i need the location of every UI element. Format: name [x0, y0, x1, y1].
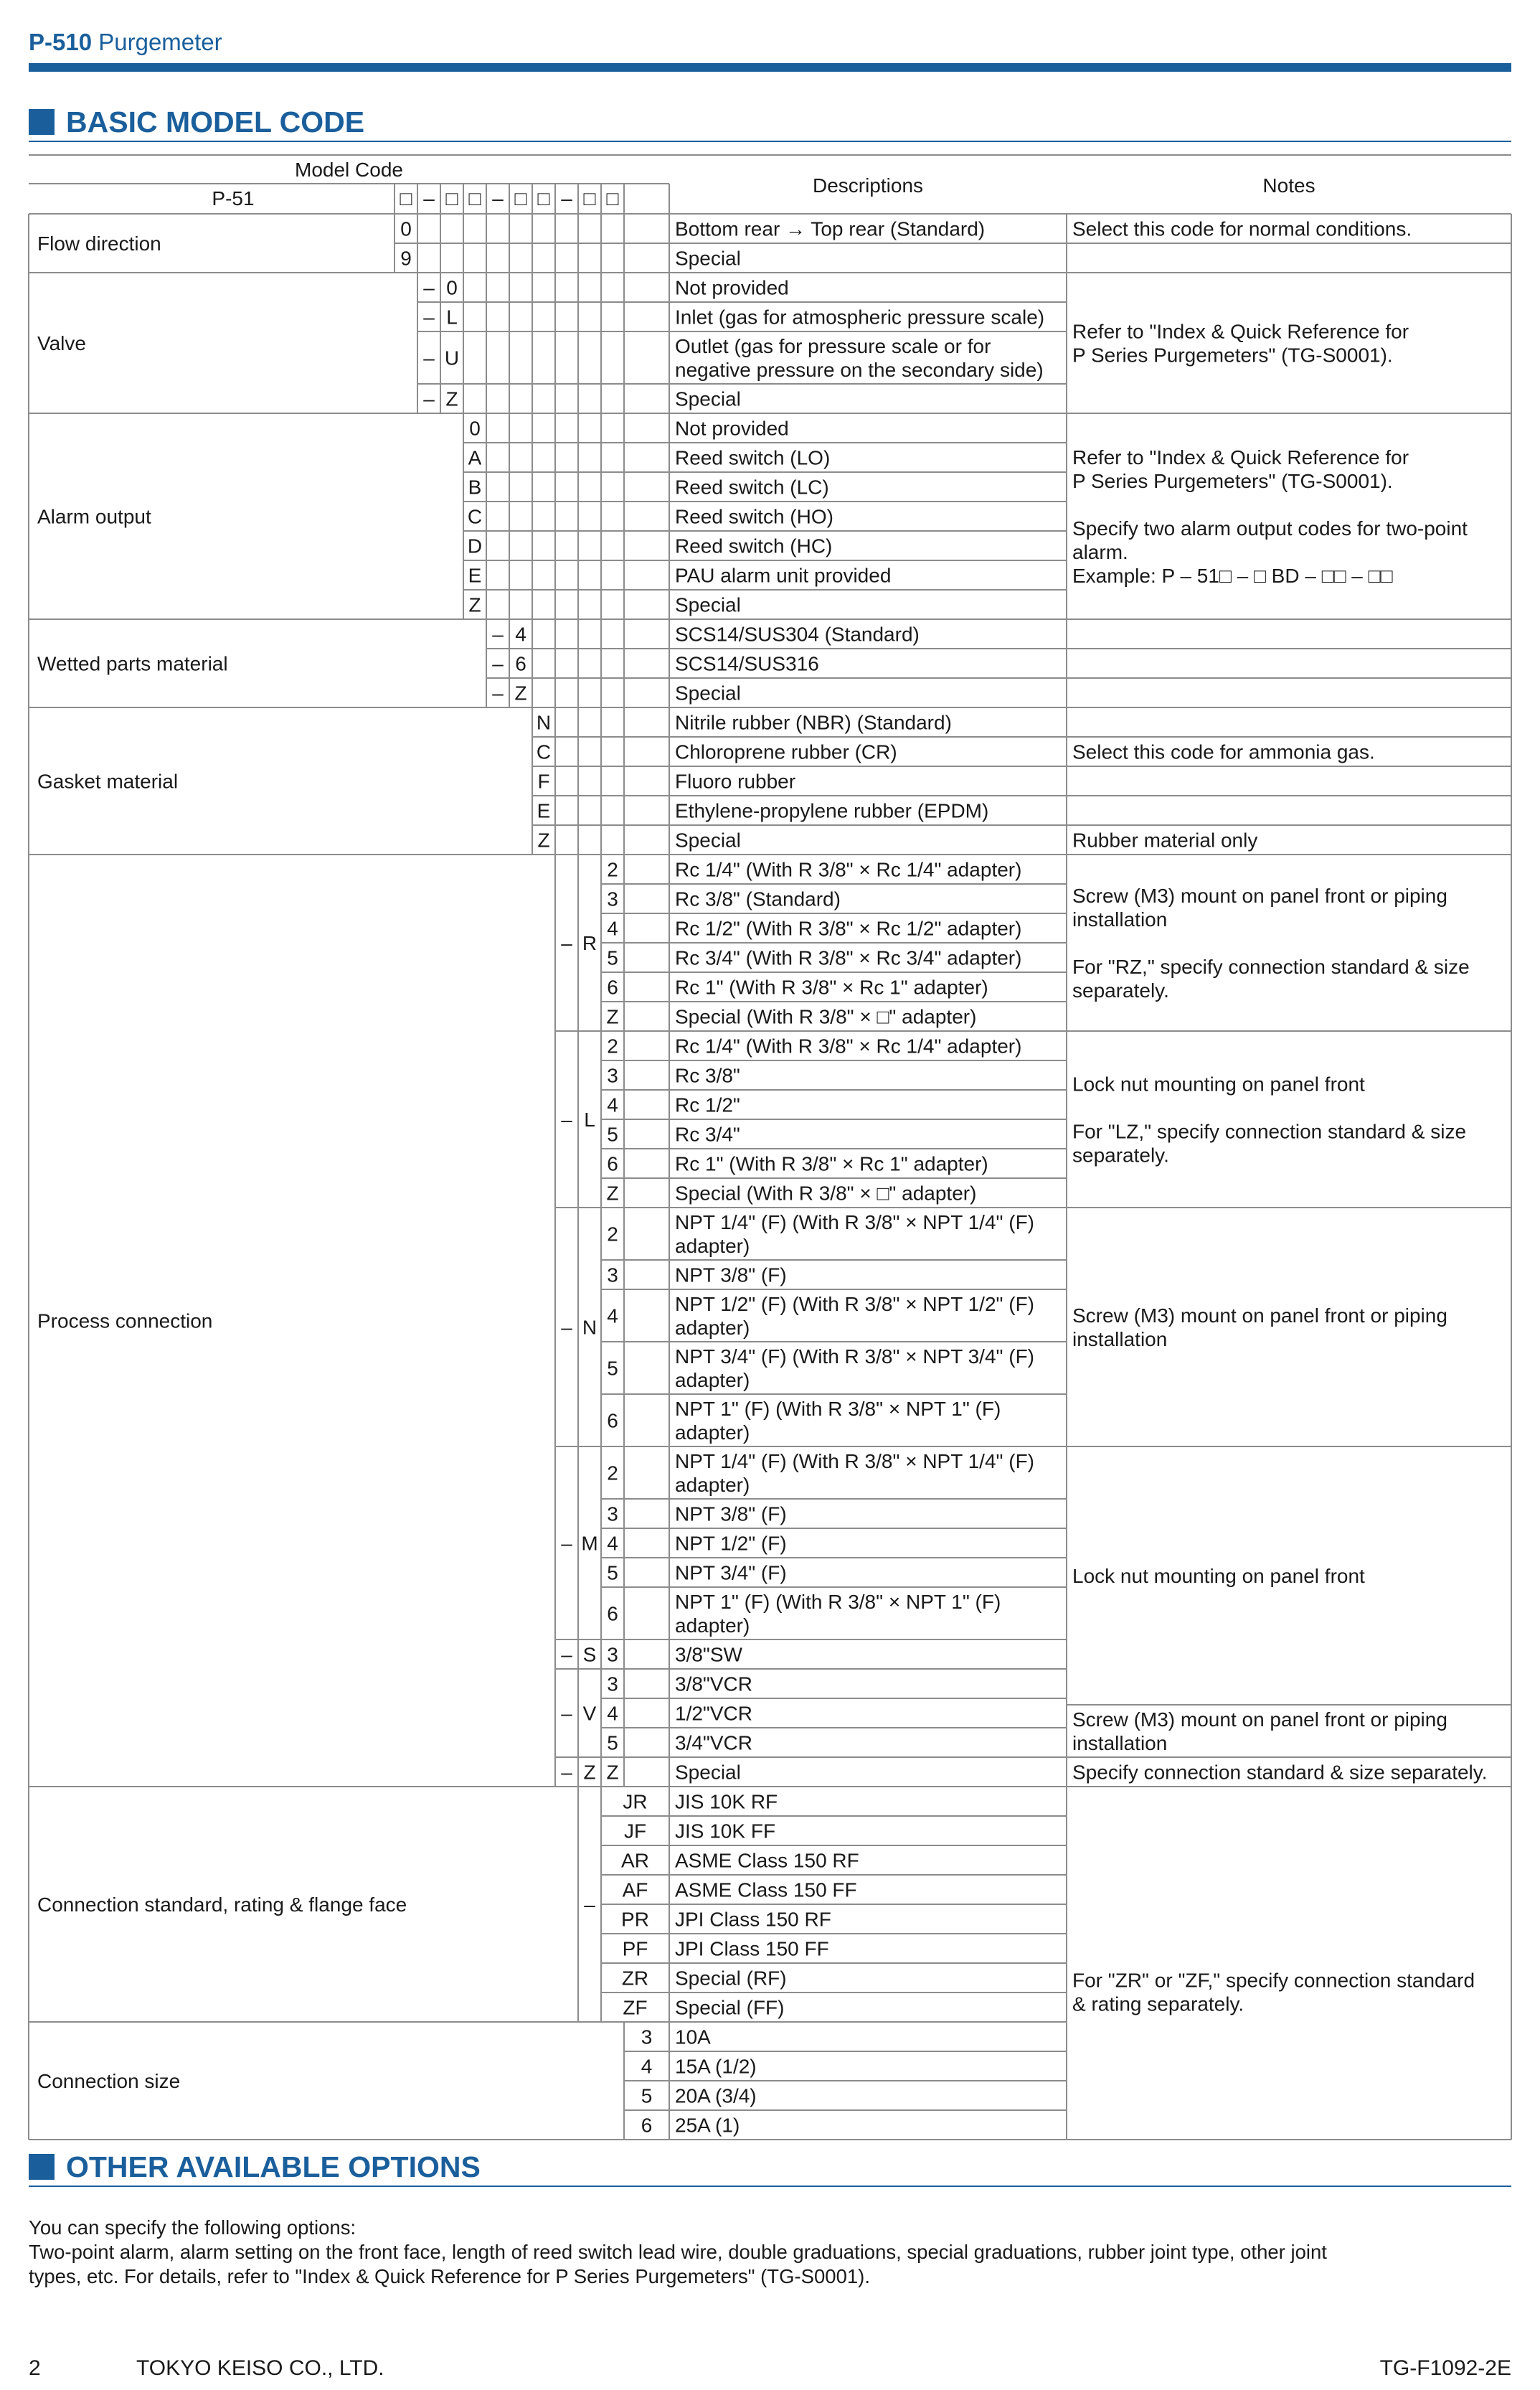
description-text: Special (RF)	[675, 1967, 787, 1990]
description-text: 25A (1)	[675, 2114, 740, 2137]
code-dash: –	[492, 623, 504, 646]
code-char: 6	[607, 976, 618, 999]
note-text: For "LZ," specify connection standard & size	[1072, 1120, 1467, 1143]
code-char: 6	[607, 1152, 618, 1175]
heading-square-icon	[29, 2154, 55, 2180]
code-char: 4	[607, 1093, 618, 1116]
code-char: 4	[607, 917, 618, 940]
code-pattern-box: □	[445, 187, 458, 210]
code-pattern-box: □	[606, 187, 619, 210]
code-dash: –	[561, 1109, 572, 1131]
description-text: adapter)	[675, 1421, 750, 1444]
description-text: ASME Class 150 FF	[675, 1878, 857, 1901]
description-text: Special (FF)	[675, 1996, 785, 2019]
description-text: Rc 1" (With R 3/8" × Rc 1" adapter)	[675, 976, 988, 999]
options-list-line-1: Two-point alarm, alarm setting on the front face, length of reed switch lead wire, double graduations, special graduations, rubber joint type, other joint	[29, 2241, 1327, 2263]
code-char: JF	[623, 1820, 647, 1843]
description-text: Rc 1/2"	[675, 1093, 740, 1116]
note-text: installation	[1072, 908, 1168, 931]
description-text: Special	[675, 593, 741, 616]
description-text: adapter)	[675, 1317, 750, 1339]
code-dash: –	[561, 1702, 572, 1725]
code-char: 9	[400, 247, 412, 270]
code-char: M	[581, 1532, 598, 1555]
description-text: NPT 3/4" (F)	[675, 1561, 787, 1584]
code-char: 3	[641, 2026, 653, 2048]
description-text: Reed switch (HO)	[675, 505, 833, 528]
description-text: Not provided	[675, 417, 789, 440]
description-text: JIS 10K FF	[675, 1820, 776, 1843]
description-text: NPT 1" (F) (With R 3/8" × NPT 1" (F)	[675, 1591, 1001, 1613]
note-text: Screw (M3) mount on panel front or piping	[1072, 1708, 1447, 1731]
code-dash: –	[561, 1643, 572, 1666]
description-text: Reed switch (HC)	[675, 535, 833, 557]
page-number: 2	[29, 2356, 41, 2380]
code-dash: –	[423, 387, 435, 410]
description-text: adapter)	[675, 1369, 750, 1391]
description-text: Ethylene-propylene rubber (EPDM)	[675, 799, 989, 822]
code-char: 0	[446, 276, 458, 299]
code-char: 5	[607, 1561, 618, 1584]
note-text: separately.	[1072, 1144, 1169, 1167]
description-text: NPT 3/8" (F)	[675, 1502, 787, 1525]
options-intro: You can specify the following options:	[29, 2216, 356, 2239]
description-text: Rc 1" (With R 3/8" × Rc 1" adapter)	[675, 1152, 988, 1175]
description-text: NPT 1/4" (F) (With R 3/8" × NPT 1/4" (F)	[675, 1450, 1034, 1472]
code-char: 4	[607, 1304, 618, 1327]
description-text: adapter)	[675, 1474, 750, 1496]
description-text: Special	[675, 682, 741, 705]
code-char: JR	[623, 1790, 648, 1813]
description-text: ASME Class 150 RF	[675, 1849, 859, 1872]
note-text: For "RZ," specify connection standard & size	[1072, 956, 1470, 978]
code-char: 3	[607, 1064, 618, 1087]
description-text: Not provided	[675, 276, 789, 299]
note-text: installation	[1072, 1732, 1168, 1754]
code-char: 2	[607, 1462, 618, 1485]
description-text: Rc 3/8" (Standard)	[675, 888, 841, 911]
code-char: 3	[607, 1264, 618, 1286]
description-text: JPI Class 150 FF	[675, 1937, 829, 1960]
descriptions-header: Descriptions	[812, 174, 924, 197]
note-text: alarm.	[1072, 541, 1128, 563]
code-char: 0	[400, 217, 412, 240]
section-label: Valve	[37, 332, 86, 354]
code-char: F	[537, 770, 550, 793]
code-char: L	[584, 1109, 595, 1131]
note-text: Refer to "Index & Quick Reference for	[1072, 320, 1409, 343]
code-char: U	[444, 347, 460, 370]
description-text: Rc 1/4" (With R 3/8" × Rc 1/4" adapter)	[675, 1035, 1022, 1058]
code-char: 5	[607, 1357, 618, 1380]
note-text: Specify two alarm output codes for two-point	[1072, 517, 1468, 540]
description-text: NPT 3/8" (F)	[675, 1264, 787, 1286]
code-char: B	[468, 476, 482, 499]
description-text: Rc 1/2" (With R 3/8" × Rc 1/2" adapter)	[675, 917, 1022, 940]
code-char: 4	[607, 1532, 618, 1555]
description-text: Special	[675, 247, 741, 270]
description-text: Special	[675, 1761, 741, 1784]
code-pattern-box: □	[583, 187, 596, 210]
code-char: 4	[641, 2055, 653, 2078]
code-char: AF	[622, 1878, 648, 1901]
options-list-line-2: types, etc. For details, refer to "Index & Quick Reference for P Series Purgemeters" (TG-S0001).	[29, 2265, 870, 2287]
code-char: 5	[607, 946, 618, 969]
code-char: 4	[515, 623, 526, 646]
description-text: SCS14/SUS316	[675, 652, 819, 675]
code-pattern-box: □	[468, 187, 481, 210]
company-name: TOKYO KEISO CO., LTD.	[136, 2356, 384, 2380]
code-char: 6	[607, 1409, 618, 1432]
code-dash: –	[423, 347, 435, 370]
description-text: Special	[675, 829, 741, 852]
section-label: Alarm output	[37, 505, 151, 528]
description-text: Chloroprene rubber (CR)	[675, 740, 897, 763]
note-text: Specify connection standard & size separately.	[1072, 1761, 1488, 1784]
description-text: adapter)	[675, 1614, 750, 1637]
description-text: Inlet (gas for atmospheric pressure scale)	[675, 306, 1045, 329]
code-char: E	[537, 799, 551, 822]
description-text: Outlet (gas for pressure scale or for	[675, 335, 991, 357]
note-text: Lock nut mounting on panel front	[1072, 1565, 1365, 1587]
model-prefix: P-51	[212, 187, 255, 210]
code-dash: –	[423, 276, 435, 299]
code-char: Z	[537, 829, 550, 852]
description-text: PAU alarm unit provided	[675, 564, 892, 587]
code-pattern-box: –	[492, 187, 504, 210]
description-text: Bottom rear → Top rear (Standard)	[675, 217, 986, 240]
note-text: Screw (M3) mount on panel front or piping	[1072, 885, 1447, 907]
code-char: 6	[641, 2114, 653, 2137]
code-char: 3	[607, 1502, 618, 1525]
other-options-title: OTHER AVAILABLE OPTIONS	[66, 2150, 481, 2183]
description-text: Nitrile rubber (NBR) (Standard)	[675, 711, 952, 734]
code-char: ZF	[623, 1996, 648, 2019]
description-text: 3/8"SW	[675, 1643, 742, 1666]
description-text: NPT 1/2" (F) (With R 3/8" × NPT 1/2" (F)	[675, 1293, 1034, 1315]
document-id: TG-F1092-2E	[1379, 2356, 1511, 2380]
code-char: 5	[607, 1731, 618, 1754]
note-text: Refer to "Index & Quick Reference for	[1072, 446, 1409, 469]
code-dash: –	[561, 932, 572, 954]
code-char: R	[582, 932, 597, 954]
code-char: 2	[607, 1035, 618, 1058]
code-char: PR	[621, 1908, 649, 1931]
code-dash: –	[561, 1532, 572, 1555]
code-char: L	[446, 306, 458, 329]
code-char: C	[536, 740, 552, 763]
code-dash: –	[492, 652, 504, 675]
note-text: Select this code for normal conditions.	[1072, 217, 1412, 240]
description-text: 1/2"VCR	[675, 1702, 752, 1725]
description-text: 3/8"VCR	[675, 1672, 752, 1695]
model-number: P-510	[29, 29, 93, 55]
code-char: 6	[515, 652, 526, 675]
code-pattern-box: □	[537, 187, 550, 210]
description-text: NPT 1/2" (F)	[675, 1532, 787, 1555]
note-text: & rating separately.	[1072, 1993, 1244, 2015]
description-text: NPT 3/4" (F) (With R 3/8" × NPT 3/4" (F)	[675, 1345, 1034, 1368]
description-text: JPI Class 150 RF	[675, 1908, 831, 1931]
description-text: Special	[675, 387, 741, 410]
code-pattern-box: –	[423, 187, 435, 210]
description-text: 20A (3/4)	[675, 2084, 757, 2107]
note-text: For "ZR" or "ZF," specify connection standard	[1072, 1969, 1475, 1992]
code-char: D	[467, 535, 483, 557]
code-char: A	[468, 446, 482, 469]
description-text: Reed switch (LC)	[675, 476, 829, 499]
code-char: Z	[583, 1761, 596, 1784]
code-char: 2	[607, 858, 618, 881]
note-text: separately.	[1072, 979, 1169, 1002]
code-char: 4	[607, 1702, 618, 1725]
note-text: Example: P – 51□ – □ BD – □□ – □□	[1072, 565, 1393, 587]
description-text: NPT 1/4" (F) (With R 3/8" × NPT 1/4" (F)	[675, 1211, 1034, 1233]
code-char: 5	[607, 1123, 618, 1146]
product-name: Purgemeter	[98, 29, 222, 55]
code-char: 3	[607, 1672, 618, 1695]
other-options-text	[29, 2216, 1511, 2289]
description-text: 10A	[675, 2026, 711, 2048]
note-text: Lock nut mounting on panel front	[1072, 1073, 1365, 1096]
section-label: Wetted parts material	[37, 652, 228, 675]
basic-model-code-title: BASIC MODEL CODE	[66, 105, 365, 138]
code-char: V	[582, 1702, 597, 1725]
code-char: PF	[622, 1937, 648, 1960]
code-char: 5	[641, 2084, 653, 2107]
note-text: installation	[1072, 1328, 1168, 1350]
description-text: negative pressure on the secondary side)	[675, 359, 1044, 381]
section-label: Flow direction	[37, 232, 161, 255]
section-label: Connection size	[37, 2070, 181, 2092]
code-char: C	[467, 505, 483, 528]
description-text: Special (With R 3/8" × □" adapter)	[675, 1005, 977, 1028]
code-pattern-box: –	[561, 187, 572, 210]
notes-header: Notes	[1262, 174, 1315, 197]
code-dash: –	[492, 682, 504, 705]
description-text: adapter)	[675, 1235, 750, 1257]
description-text: Special (With R 3/8" × □" adapter)	[675, 1182, 977, 1205]
description-text: Rc 3/4" (With R 3/8" × Rc 3/4" adapter)	[675, 946, 1022, 969]
code-char: 3	[607, 888, 618, 911]
section-label: Connection standard, rating & flange face	[37, 1893, 407, 1916]
code-char: ZR	[621, 1967, 649, 1990]
code-dash: –	[561, 1316, 572, 1339]
note-text: P Series Purgemeters" (TG-S0001).	[1072, 344, 1393, 367]
description-text: Rc 3/8"	[675, 1064, 740, 1087]
code-char: 0	[469, 417, 481, 440]
note-text: Screw (M3) mount on panel front or piping	[1072, 1304, 1447, 1327]
description-text: NPT 1" (F) (With R 3/8" × NPT 1" (F)	[675, 1398, 1001, 1420]
note-text: Select this code for ammonia gas.	[1072, 740, 1375, 763]
description-text: Reed switch (LO)	[675, 446, 831, 469]
code-pattern-box: □	[400, 187, 412, 210]
code-char: Z	[514, 682, 527, 705]
note-text: Rubber material only	[1072, 829, 1258, 852]
section-label: Gasket material	[37, 770, 179, 793]
description-text: Rc 1/4" (With R 3/8" × Rc 1/4" adapter)	[675, 858, 1022, 881]
code-dash: –	[584, 1893, 595, 1916]
description-text: 15A (1/2)	[675, 2055, 757, 2078]
code-dash: –	[423, 306, 435, 329]
code-char: Z	[606, 1761, 619, 1784]
code-char: N	[536, 711, 552, 734]
code-char: S	[582, 1643, 597, 1666]
code-pattern-box: □	[514, 187, 527, 210]
code-char: Z	[468, 593, 481, 616]
description-text: JIS 10K RF	[675, 1790, 778, 1813]
code-char: Z	[606, 1182, 619, 1205]
code-char: N	[582, 1316, 597, 1339]
code-char: 2	[607, 1223, 618, 1246]
note-text: P Series Purgemeters" (TG-S0001).	[1072, 470, 1393, 492]
code-char: Z	[606, 1005, 619, 1028]
code-dash: –	[561, 1761, 572, 1784]
description-text: Rc 3/4"	[675, 1123, 740, 1146]
description-text: Fluoro rubber	[675, 770, 796, 793]
code-char: 3	[607, 1643, 618, 1666]
code-char: Z	[445, 387, 458, 410]
other-options-heading	[29, 2150, 1511, 2187]
description-text: SCS14/SUS304 (Standard)	[675, 623, 920, 646]
code-char: AR	[621, 1849, 649, 1872]
code-char: E	[468, 564, 482, 587]
section-label: Process connection	[37, 1309, 213, 1332]
description-text: 3/4"VCR	[675, 1731, 752, 1754]
model-code-label: Model Code	[295, 159, 403, 181]
code-char: 6	[607, 1602, 618, 1625]
